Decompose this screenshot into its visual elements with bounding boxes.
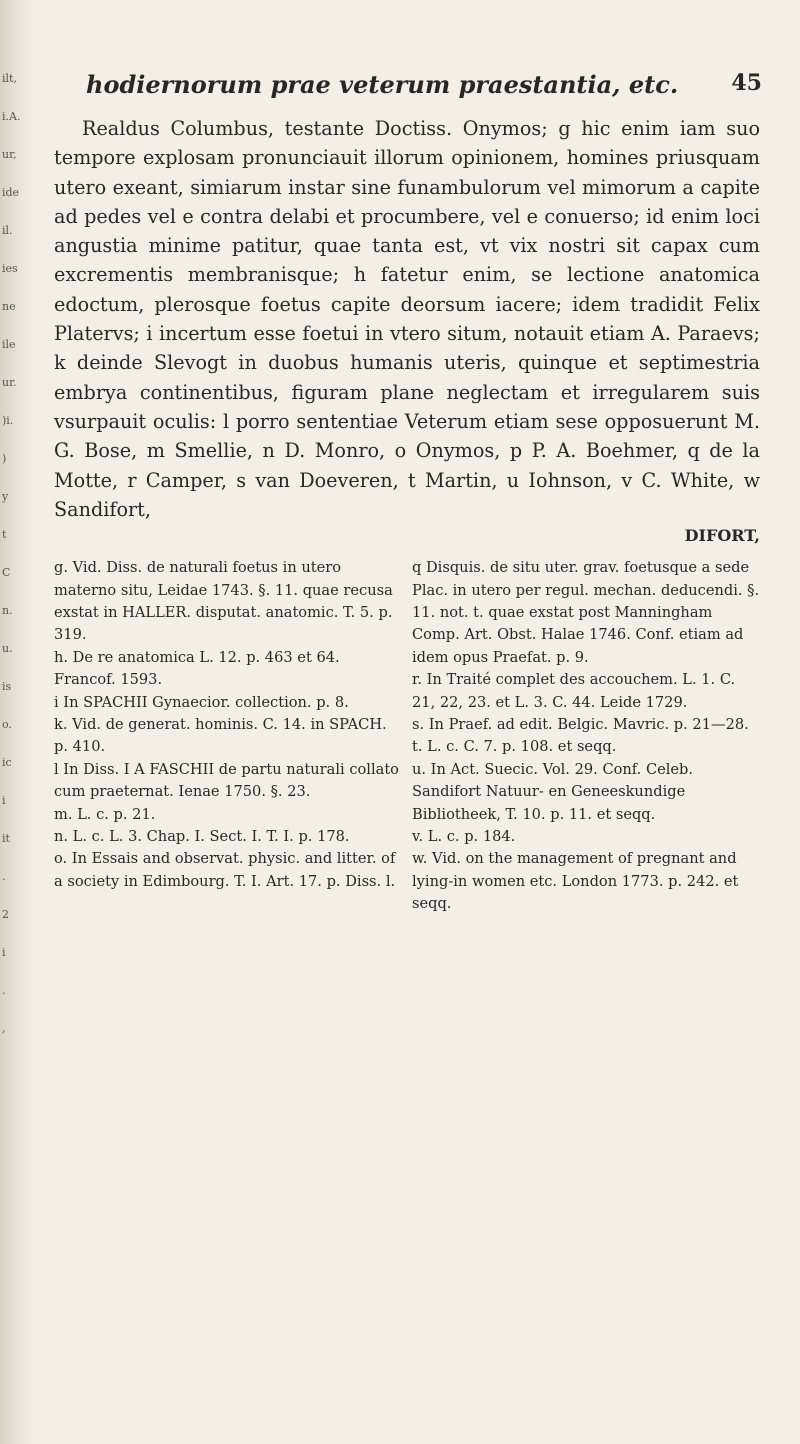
running-head-title: hodiernorum prae veterum praestantia, etc. [86, 70, 679, 99]
bleed-through-mark: i [2, 946, 6, 959]
bleed-through-mark: ile [2, 338, 16, 351]
footnote-left-1: g. Vid. Diss. de naturali foetus in utero materno situ, Leidae 1743. §. 11. quae recusa exstat in HALLER. disputat. anatomic. T. 5. p. 319. [54, 559, 393, 644]
bleed-through-mark: ur. [2, 376, 17, 389]
footnotes-left-column [54, 557, 402, 916]
footnote-left-4: k. Vid. de generat. hominis. C. 14. in SPACH. p. 410. [54, 716, 387, 756]
page-number: 45 [731, 70, 762, 96]
bleed-through-mark: ies [2, 262, 18, 275]
bleed-through-mark: , [2, 1022, 6, 1035]
bleed-through-mark: . [2, 870, 6, 883]
bleed-through-mark: i.A. [2, 110, 21, 123]
footnote-right-7: w. Vid. on the management of pregnant and lying-in women etc. London 1773. p. 242. et seqq. [412, 850, 739, 913]
bleed-through-mark: y [2, 490, 9, 503]
bleed-through-margin [2, 60, 24, 1048]
footnote-right-1: q Disquis. de situ uter. grav. foetusque a sede Plac. in utero per regul. mechan. deducendi. §. 11. not. t. quae exstat post Manningham Comp. Art. Obst. Halae 1746. Conf. etiam ad idem opus Praefat. p. 9. [412, 559, 760, 666]
bleed-through-mark: ne [2, 300, 16, 313]
footnote-right-5: u. In Act. Suecic. Vol. 29. Conf. Celeb. Sandifort Natuur- en Geneeskundige Bibliotheek, T. 10. p. 11. et seqq. [412, 760, 694, 823]
bleed-through-mark: ic [2, 756, 12, 769]
bleed-through-mark: u. [2, 642, 13, 655]
bleed-through-mark: i [2, 794, 6, 807]
footnote-right-2: r. In Traité complet des accouchem. L. 1. C. 21, 22, 23. et L. 3. C. 44. Leide 1729. [412, 671, 736, 711]
bleed-through-mark: is [2, 680, 12, 693]
footnote-left-2: h. De re anatomica L. 12. p. 463 et 64. Francof. 1593. [54, 648, 340, 689]
footnote-right-3: s. In Praef. ad edit. Belgic. Mavric. p. 21—28. [412, 716, 749, 733]
bleed-through-mark: ide [2, 186, 20, 199]
bleed-through-mark: o. [2, 718, 12, 731]
bleed-through-mark: )i. [2, 414, 14, 427]
bleed-through-mark: ur, [2, 148, 17, 161]
footnote-right-4: t. L. c. C. 7. p. 108. et seqq. [412, 738, 617, 756]
bleed-through-mark: t [2, 528, 7, 541]
main-text [54, 114, 760, 524]
footnote-left-8: o. In Essais and observat. physic. and litter. of a society in Edimbourg. T. I. Art. 17. p. Diss. l. [54, 850, 396, 890]
footnote-left-7: n. L. c. L. 3. Chap. I. Sect. I. T. I. p. 178. [54, 828, 350, 846]
bleed-through-mark: it [2, 832, 10, 845]
bleed-through-mark: ilt, [2, 72, 17, 85]
book-binding-shadow [0, 0, 34, 1444]
bleed-through-mark: C [2, 566, 11, 579]
footnotes [54, 557, 760, 916]
footnote-right-6: v. L. c. p. 184. [412, 828, 516, 846]
bleed-through-mark: ) [2, 452, 7, 465]
footnote-left-3: i In SPACHII Gynaecior. collection. p. 8. [54, 693, 349, 711]
book-page [46, 70, 768, 916]
footnote-left-5: l In Diss. I A FASCHII de partu naturali collato cum praeternat. Ienae 1750. §. 23. [54, 760, 399, 801]
catchword: DIFORT, [684, 526, 760, 546]
bleed-through-mark: 2 [2, 908, 9, 921]
bleed-through-mark: il. [2, 224, 13, 237]
body-paragraph: Realdus Columbus, testante Doctiss. Onymos; g hic enim iam suo tempore explosam pronunciauit illorum opinionem, homines priusquam utero exeant, simiarum instar sine funambulorum vel mimorum a capite ad pedes vel e contra delabi et procumbere, vel e conuerso; id enim loci angustia minime patitur, quae tanta est, vt vix nostri sit capax cum excrementis membranisque; h fatetur enim, se lectione anatomica edoctum, plerosque foetus capite deorsum iacere; idem tradidit Felix Platervs; i incertum esse foetui in vtero situm, notauit etiam A. Paraevs; k deinde Slevogt in duobus humanis uteris, quinque et septimestria embrya continentibus, figuram plane neglectam et irregularem suis vsurpauit oculis: l porro sententiae Veterum etiam sese opposuerunt M. G. Bose, m Smellie, n D. Monro, o Onymos, p P. A. Boehmer, q de la Motte, r Camper, s van Doeveren, t Martin, u Iohnson, v C. White, w Sandifort, [54, 117, 760, 521]
bleed-through-mark: n. [2, 604, 13, 617]
running-head [46, 70, 768, 114]
footnotes-right-column [412, 557, 760, 916]
bleed-through-mark: . [2, 984, 6, 997]
footnote-left-6: m. L. c. p. 21. [54, 805, 156, 823]
